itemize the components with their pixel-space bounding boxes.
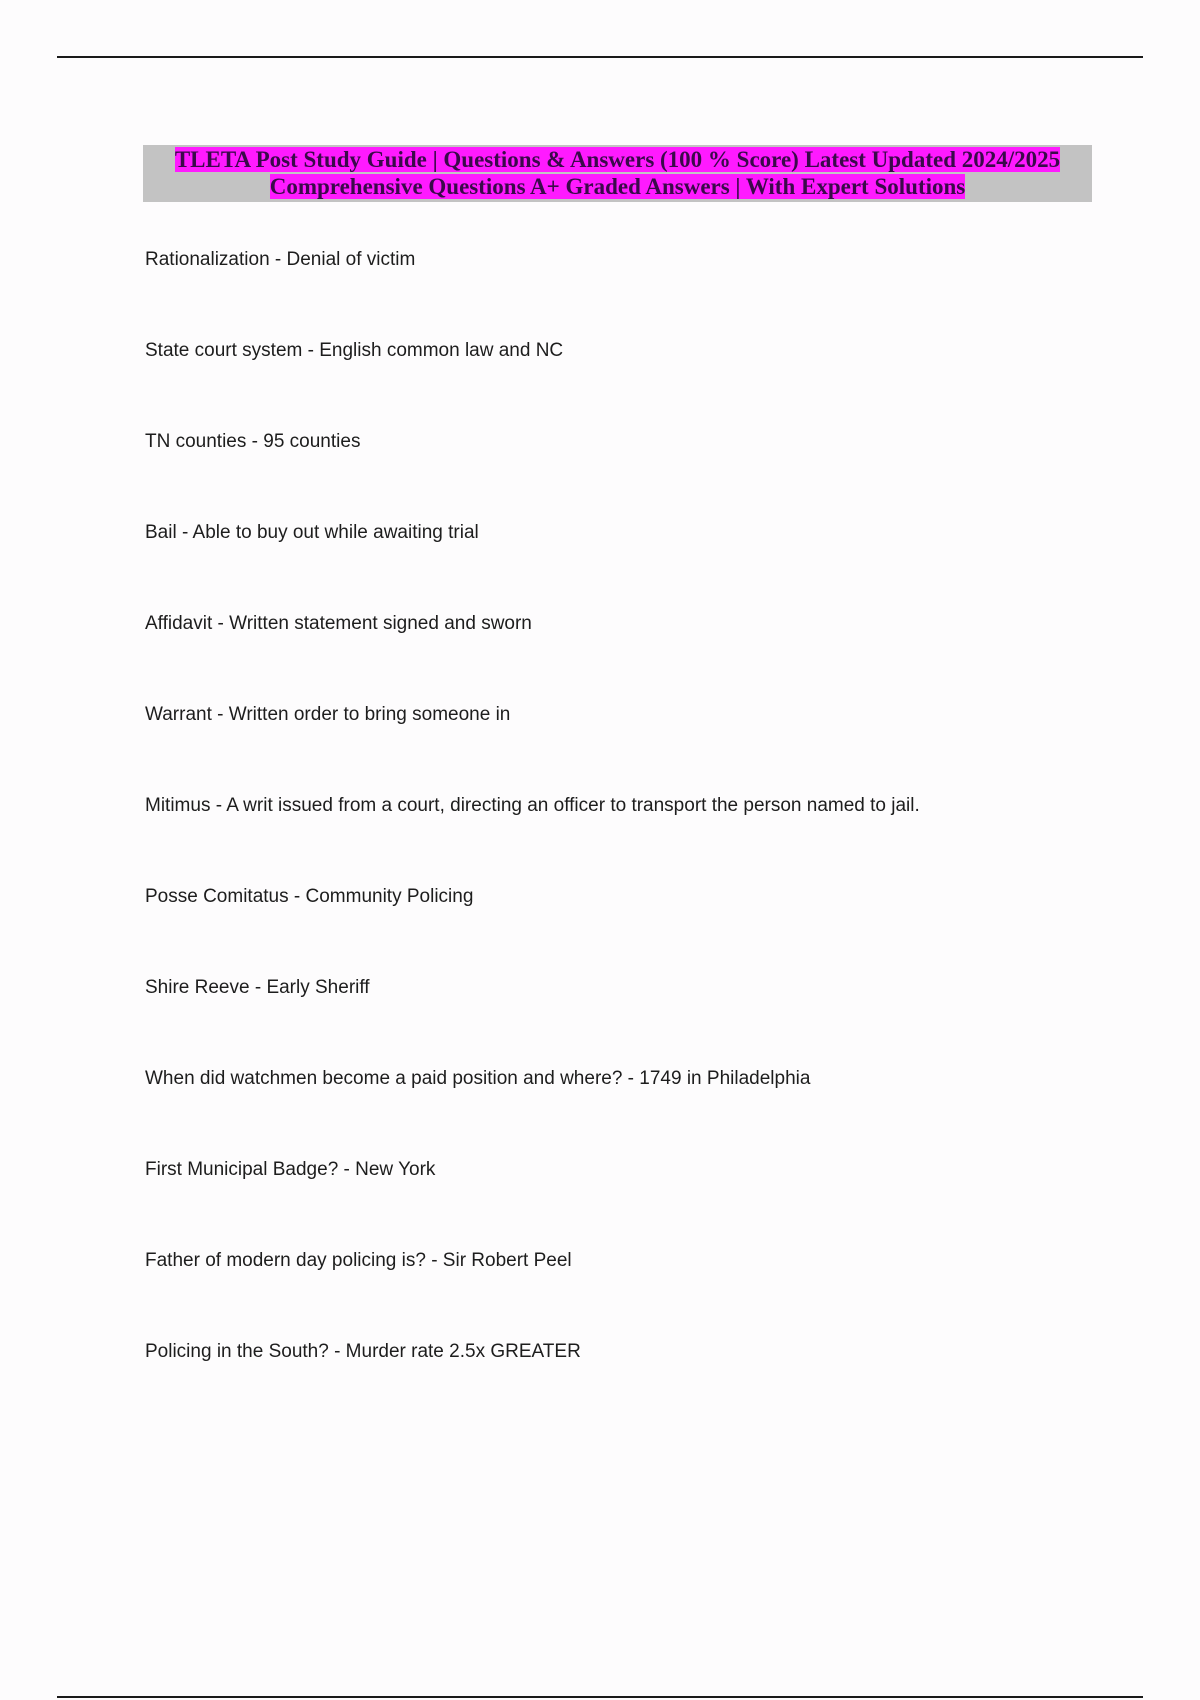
list-item: Affidavit - Written statement signed and sworn (145, 613, 532, 634)
list-item: Mitimus - A writ issued from a court, directing an officer to transport the person named to jail. (145, 795, 920, 816)
list-item: TN counties - 95 counties (145, 431, 361, 452)
list-item: Rationalization - Denial of victim (145, 249, 416, 270)
list-item: Policing in the South? - Murder rate 2.5x GREATER (145, 1341, 581, 1362)
list-item: First Municipal Badge? - New York (145, 1159, 436, 1180)
list-item: Warrant - Written order to bring someone in (145, 704, 511, 725)
list-item: When did watchmen become a paid position and where? - 1749 in Philadelphia (145, 1068, 811, 1089)
list-item: Shire Reeve - Early Sheriff (145, 977, 370, 998)
bottom-rule (57, 1696, 1143, 1698)
title-line-2: Comprehensive Questions A+ Graded Answers | With Expert Solutions (269, 174, 966, 199)
top-rule (57, 56, 1143, 58)
list-item: Posse Comitatus - Community Policing (145, 886, 474, 907)
document-title (143, 145, 1092, 202)
list-item: State court system - English common law and NC (145, 340, 564, 361)
qa-list (145, 247, 920, 1430)
list-item: Father of modern day policing is? - Sir Robert Peel (145, 1250, 572, 1271)
title-line-1: TLETA Post Study Guide | Questions & Answers (100 % Score) Latest Updated 2024/2025 (174, 147, 1061, 172)
list-item: Bail - Able to buy out while awaiting trial (145, 522, 479, 543)
